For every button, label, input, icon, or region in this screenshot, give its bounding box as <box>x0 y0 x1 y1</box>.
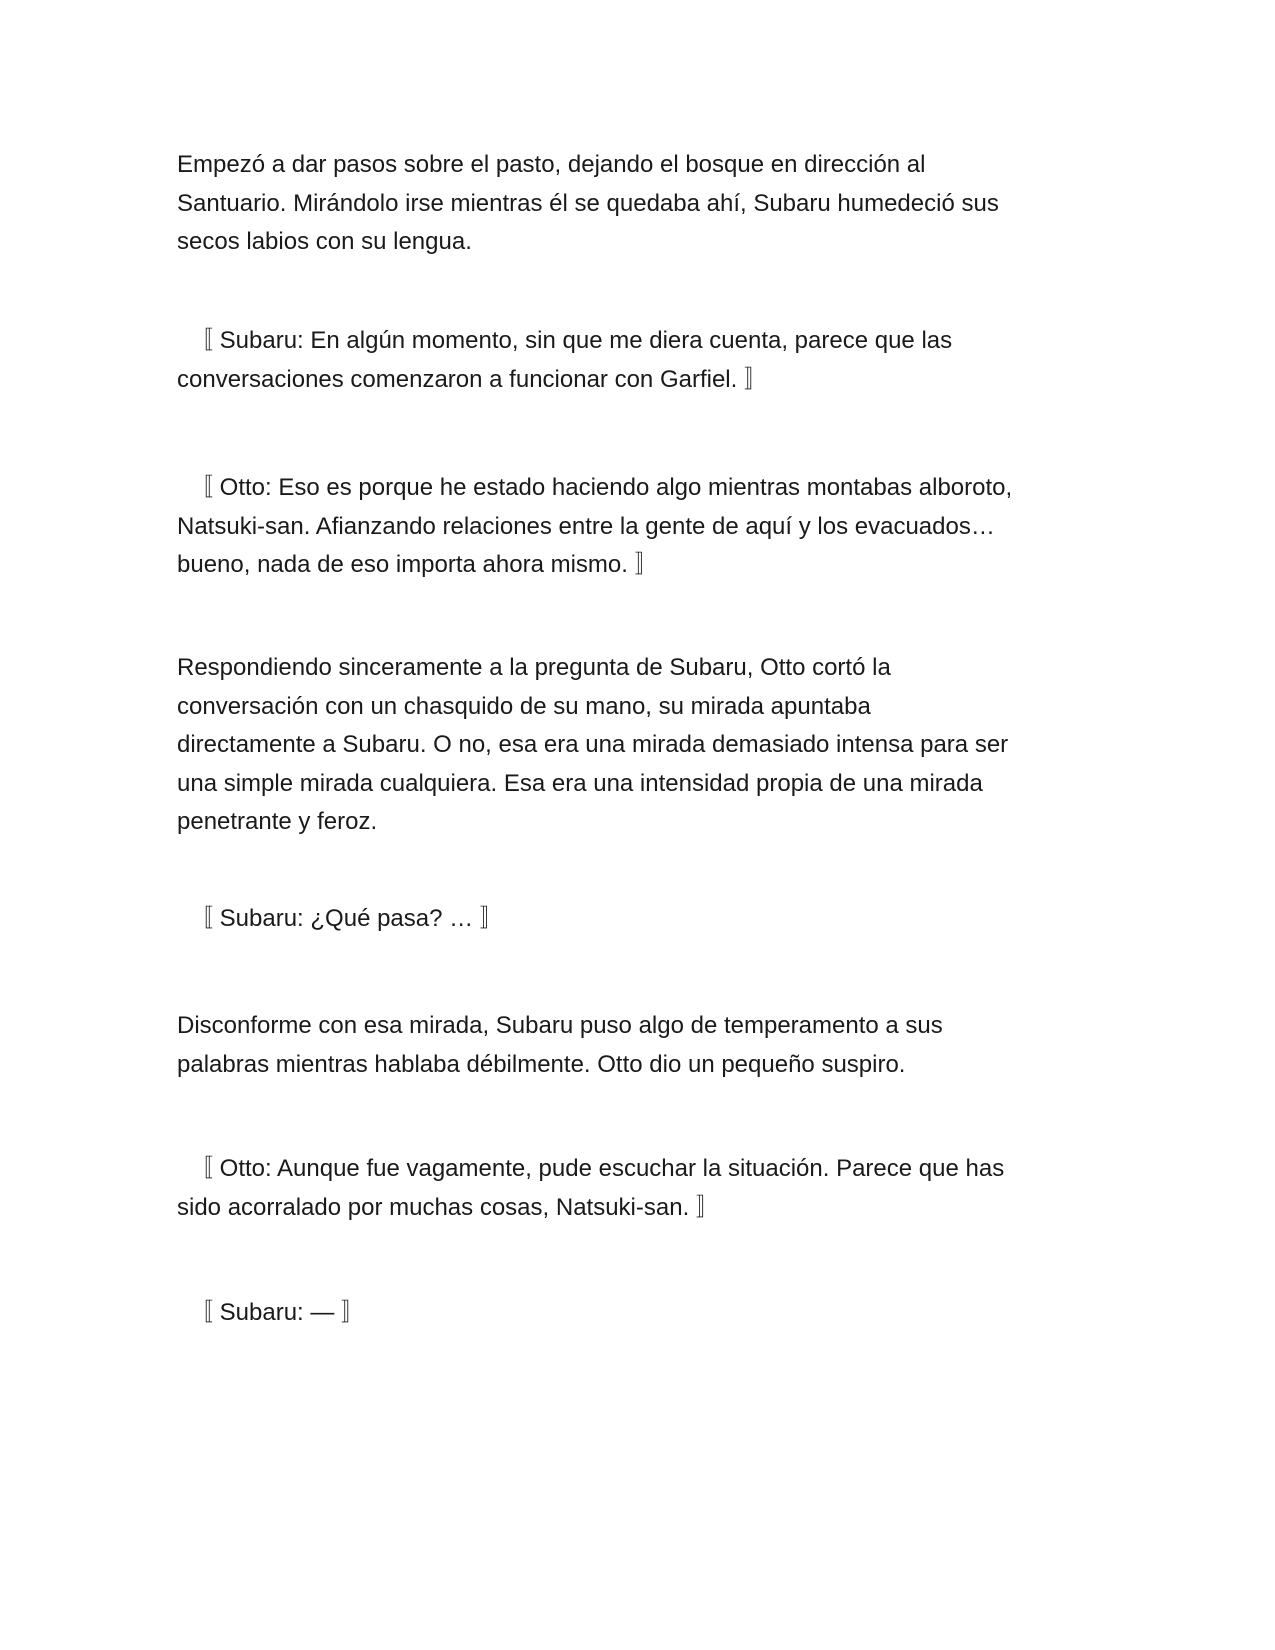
narration-paragraph: Empezó a dar pasos sobre el pasto, dejando el bosque en dirección al Santuario. Mirándolo irse mientras él se quedaba ahí, Subaru humedeció sus secos labios con su lengua. <box>177 151 999 255</box>
dialogue-line-subaru: 〚 Subaru: ¿Qué pasa? … 〛 <box>177 905 504 932</box>
dialogue-line-subaru: 〚 Subaru: En algún momento, sin que me diera cuenta, parece que las conversaciones comenzaron a funcionar con Garfiel. 〛 <box>177 327 953 393</box>
dialogue-line-otto: 〚 Otto: Eso es porque he estado haciendo algo mientras montabas alboroto, Natsuki-san. Afianzando relaciones entre la gente de aquí y los evacuados… bueno, nada de eso importa ahora mismo. 〛 <box>177 474 1013 578</box>
dialogue-line-subaru: 〚 Subaru: — 〛 <box>177 1299 366 1326</box>
narration-paragraph: Respondiendo sinceramente a la pregunta de Subaru, Otto cortó la conversación con un chasquido de su mano, su mirada apuntaba directamente a Subaru. O no, esa era una mirada demasiado intensa para ser una simple mirada cualquiera. Esa era una intensidad propia de una mirada penetrante y feroz. <box>177 654 1009 835</box>
dialogue-line-otto: 〚 Otto: Aunque fue vagamente, pude escuchar la situación. Parece que has sido acorralado por muchas cosas, Natsuki-san. 〛 <box>177 1155 1005 1221</box>
narration-paragraph: Disconforme con esa mirada, Subaru puso algo de temperamento a sus palabras mientras hablaba débilmente. Otto dio un pequeño suspiro. <box>177 1012 943 1078</box>
